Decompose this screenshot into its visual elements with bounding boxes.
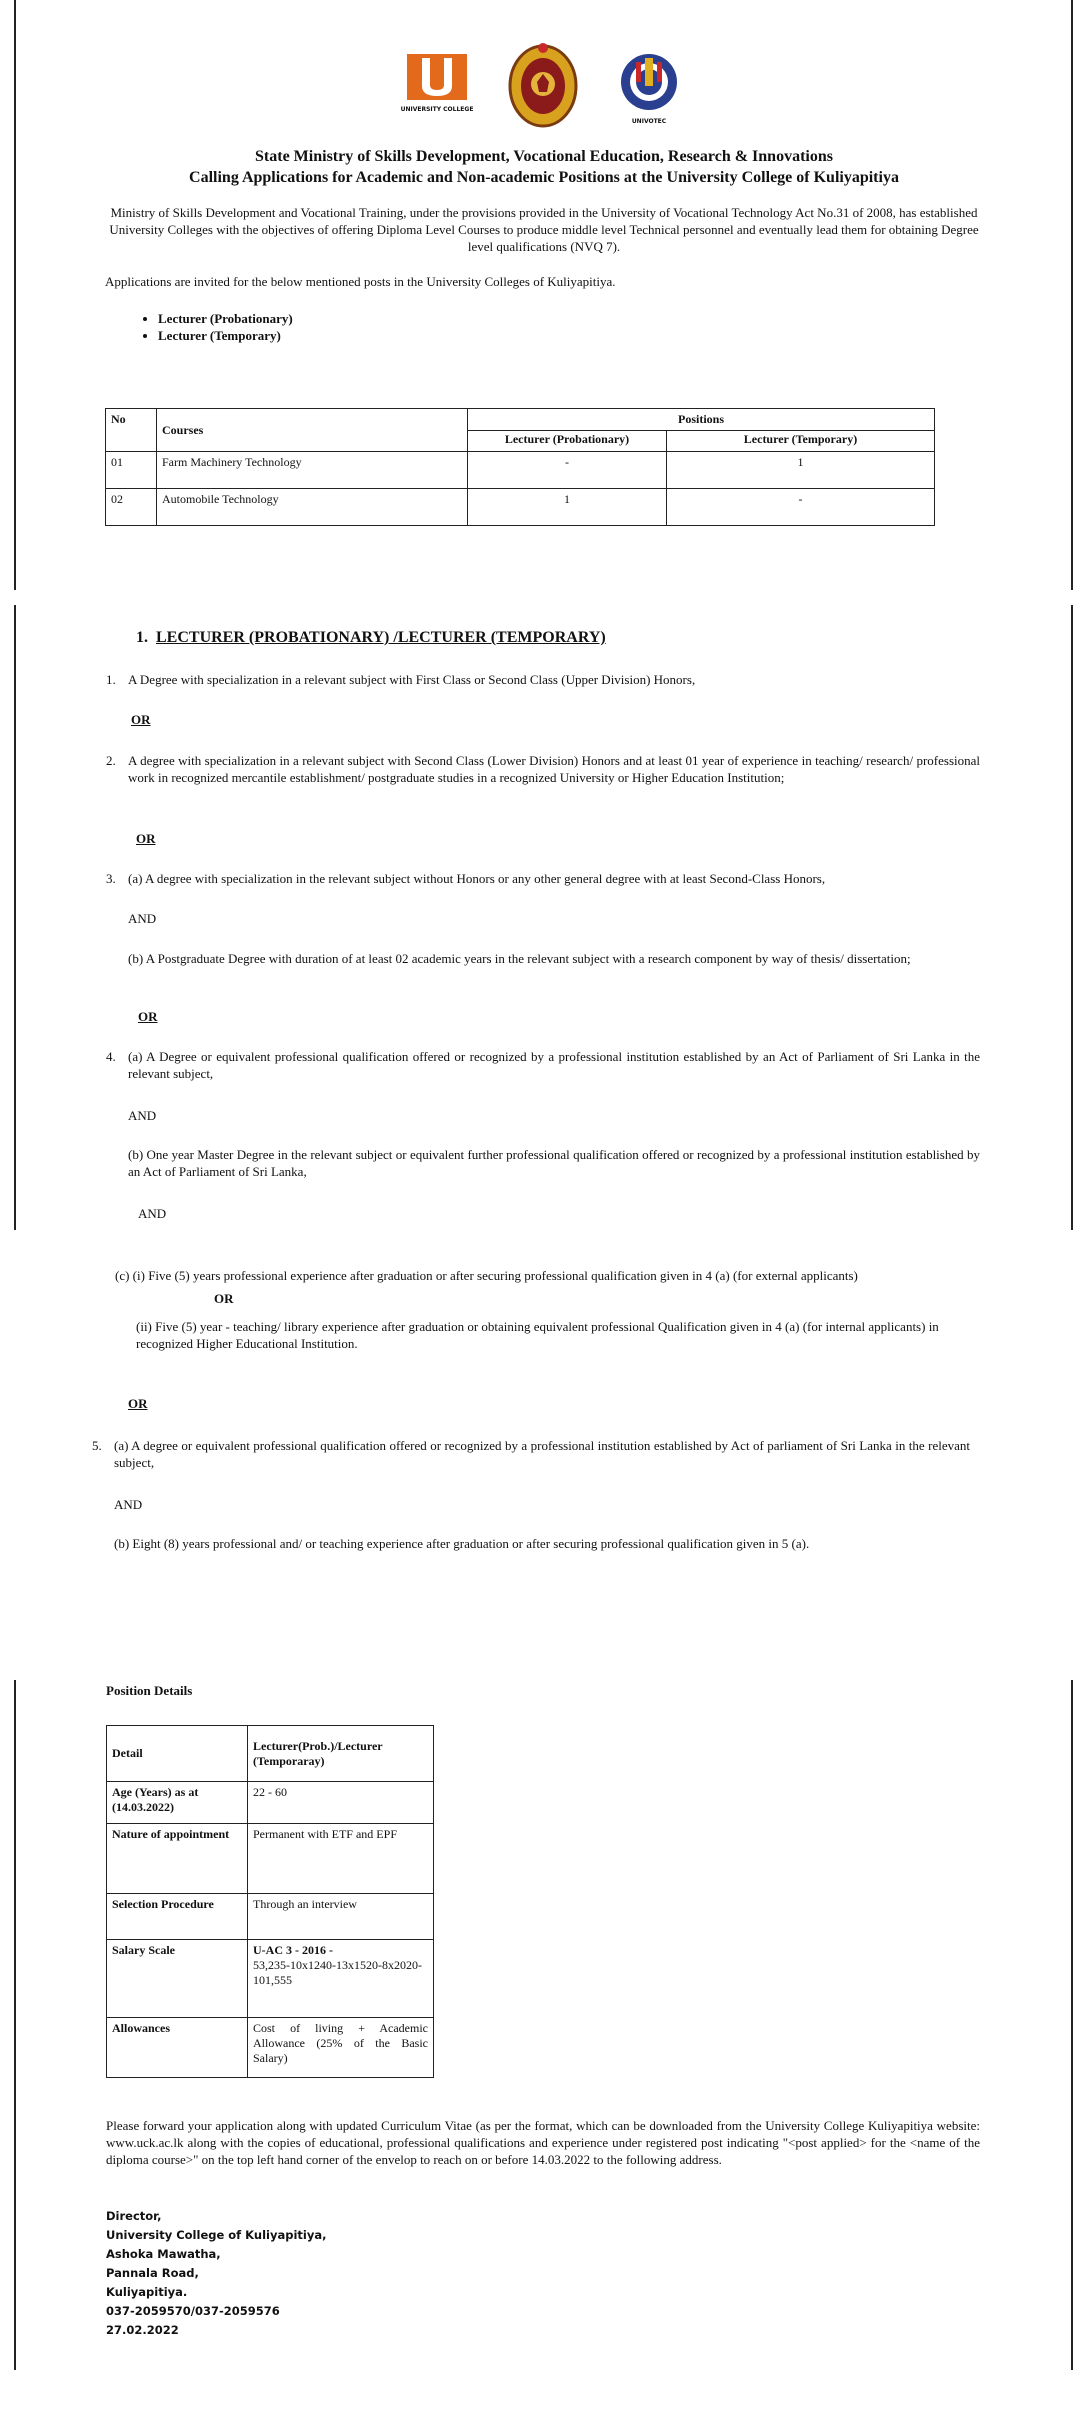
- header-lecturer-probationary: Lecturer (Probationary): [468, 431, 667, 452]
- header-no: No: [106, 409, 157, 452]
- table-cell-temporary: 1: [667, 452, 935, 489]
- detail-value: Permanent with ETF and EPF: [248, 1824, 434, 1894]
- detail-value: Through an interview: [248, 1894, 434, 1940]
- salary-scale-steps: 53,235-10x1240-13x1520-8x2020- 101,555: [253, 1958, 422, 1987]
- and-separator: AND: [128, 1108, 157, 1123]
- table-cell-probationary: 1: [468, 489, 667, 526]
- header-lecturer-temporary: Lecturer (Temporary): [667, 431, 935, 452]
- address-line: Kuliyapitiya.: [106, 2285, 188, 2299]
- detail-label: Allowances: [107, 2018, 248, 2078]
- table-cell-temporary: -: [667, 489, 935, 526]
- or-separator: OR: [136, 831, 156, 846]
- table-cell-no: 02: [106, 489, 157, 526]
- detail-label: Selection Procedure: [107, 1894, 248, 1940]
- detail-label: Salary Scale: [107, 1940, 248, 2018]
- address-line: Director,: [106, 2209, 162, 2223]
- q4b-text: (b) One year Master Degree in the relevant subject or equivalent further professional qualification offered or recognized by a professional institution established by an Act of Parliament of Sri Lanka,: [128, 1147, 980, 1179]
- q4c-ii-text: (ii) Five (5) year - teaching/ library experience after graduation or obtaining equivalent professional Qualification given in 4 (a) (for internal applicants) in recognized Higher Educational Institution.: [136, 1319, 939, 1351]
- university-college-logo-caption: UNIVERSITY COLLEGE: [400, 106, 474, 113]
- salary-scale-code: U-AC 3 - 2016 -: [253, 1943, 333, 1957]
- page-border-right-2: [1071, 605, 1073, 1230]
- q2-text: A degree with specialization in a relevant subject with Second Class (Lower Division) Honors and at least 01 year of experience in teaching/ research/ professional work in recognized mercantile establishment/ postgraduate studies in a recognized University or Higher Education Institution;: [128, 753, 980, 785]
- detail-value: Cost of living + Academic Allowance (25% of the Basic Salary): [248, 2018, 434, 2078]
- intro-paragraph: Ministry of Skills Development and Vocational Training, under the provisions provided in the University of Vocational Technology Act No.31 of 2008, has established University Colleges with the objectives of offering Diploma Level Courses to produce middle level Technical personnel and eventually lead them for obtaining Degree level qualifications (NVQ 7).: [109, 205, 979, 254]
- phone-numbers: 037-2059570/037-2059576: [106, 2304, 280, 2318]
- and-separator: AND: [114, 1497, 143, 1512]
- or-separator: OR: [214, 1291, 234, 1306]
- page-border-right-1: [1071, 0, 1073, 590]
- table-cell-probationary: -: [468, 452, 667, 489]
- call-title: Calling Applications for Academic and Non-academic Positions at the University College of Kuliyapitiya: [189, 169, 899, 186]
- page-border-left-1: [14, 0, 16, 590]
- page-border-left-3: [14, 1680, 16, 2370]
- university-college-logo: [402, 50, 472, 120]
- q4c-i-text: (c) (i) Five (5) years professional experience after graduation or after securing professional qualification given in 4 (a) (for external applicants): [115, 1268, 858, 1283]
- address-line: Ashoka Mawatha,: [106, 2247, 221, 2261]
- or-separator: OR: [128, 1396, 148, 1411]
- detail-label: Nature of appointment: [107, 1824, 248, 1894]
- page-border-left-2: [14, 605, 16, 1230]
- univotec-logo-caption: UNIVOTEC: [631, 118, 667, 125]
- address-line: University College of Kuliyapitiya,: [106, 2228, 327, 2242]
- section-heading-number: 1.: [136, 629, 148, 646]
- header-lecturer: Lecturer(Prob.)/Lecturer (Temporaray): [248, 1726, 434, 1782]
- q1-number: 1.: [106, 672, 116, 687]
- post-list-item: • Lecturer (Probationary): [158, 310, 293, 327]
- detail-value: [248, 1940, 434, 2018]
- page-border-right-3: [1071, 1680, 1073, 2370]
- or-separator: OR: [131, 712, 151, 727]
- header-detail: Detail: [107, 1726, 248, 1782]
- header-positions: Positions: [468, 409, 935, 431]
- univotec-logo: [615, 50, 683, 125]
- q4a-text: (a) A Degree or equivalent professional qualification offered or recognized by a professional institution established by an Act of Parliament of Sri Lanka in the relevant subject,: [128, 1049, 980, 1081]
- post-list: [140, 310, 293, 344]
- q4-number: 4.: [106, 1049, 116, 1064]
- ministry-title: State Ministry of Skills Development, Vocational Education, Research & Innovations: [255, 148, 833, 165]
- position-details-heading: Position Details: [106, 1683, 193, 1698]
- post-list-item: • Lecturer (Temporary): [158, 327, 293, 344]
- courses-table: [105, 408, 935, 526]
- application-instructions: Please forward your application along with updated Curriculum Vitae (as per the format, which can be downloaded from the University College Kuliyapitiya website: www.uck.ac.lk along with the copies of educational, professional qualifications and experience under registered post indicating "<post applied> for the <name of the diploma course>" on the top left hand corner of the envelop to reach on or before 14.03.2022 to the following address.: [106, 2118, 980, 2167]
- sri-lanka-emblem-logo: [506, 40, 580, 130]
- or-separator: OR: [138, 1009, 158, 1024]
- invitation-text: Applications are invited for the below mentioned posts in the University Colleges of Kuliyapitiya.: [105, 274, 616, 289]
- q5b-text: (b) Eight (8) years professional and/ or teaching experience after graduation or after securing professional qualification given in 5 (a).: [114, 1536, 810, 1551]
- q3-number: 3.: [106, 871, 116, 886]
- q1-text: A Degree with specialization in a relevant subject with First Class or Second Class (Upper Division) Honors,: [128, 672, 696, 687]
- q2-number: 2.: [106, 753, 116, 768]
- and-separator: AND: [138, 1206, 167, 1221]
- position-details-table: [106, 1725, 434, 2078]
- header-courses: Courses: [157, 409, 468, 452]
- detail-value: 22 - 60: [248, 1782, 434, 1824]
- table-cell-no: 01: [106, 452, 157, 489]
- q5-number: 5.: [92, 1438, 102, 1453]
- date: 27.02.2022: [106, 2323, 179, 2337]
- q3b-text: (b) A Postgraduate Degree with duration of at least 02 academic years in the relevant subject with a research component by way of thesis/ dissertation;: [128, 951, 911, 966]
- q3a-text: (a) A degree with specialization in the relevant subject without Honors or any other general degree with at least Second-Class Honors,: [128, 871, 826, 886]
- section-heading: LECTURER (PROBATIONARY) /LECTURER (TEMPORARY): [156, 629, 606, 646]
- detail-label: Age (Years) as at (14.03.2022): [107, 1782, 248, 1824]
- q5a-text: (a) A degree or equivalent professional qualification offered or recognized by a professional institution established by Act of parliament of Sri Lanka in the relevant subject,: [114, 1438, 970, 1470]
- address-block: [106, 2207, 326, 2340]
- table-cell-course: Automobile Technology: [157, 489, 468, 526]
- and-separator: AND: [128, 911, 157, 926]
- table-cell-course: Farm Machinery Technology: [157, 452, 468, 489]
- address-line: Pannala Road,: [106, 2266, 199, 2280]
